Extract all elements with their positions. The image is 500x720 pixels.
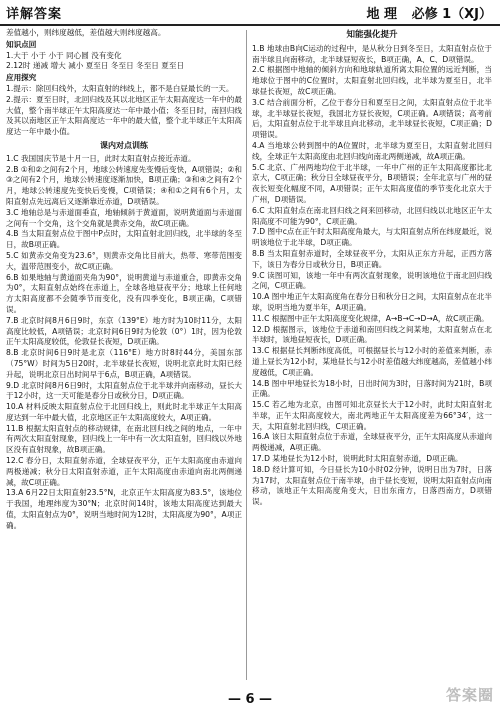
answer-item: 16.A 该日太阳直射点位于赤道，全球昼夜平分，正午太阳高度从赤道向两极递减，A项正确。 <box>252 432 492 453</box>
answer-item: 3.C 结合前面分析，乙位于春分日和夏至日之间，太阳直射点位于北半球，北半球昼长夜短，我国北方昼长夜短，C项正确。A项错误；高考前后，太阳直射点位于北半球且向北移动，北半球昼长夜短，C项正确；D项错误。 <box>252 97 492 140</box>
answer-item: 18.D 经计算可知，今日昼长为10小时02分钟，说明日出为7时，日落为17时，太阳直射点位于南半球，由于昼长变短，说明太阳直射点向南移动，该地正午太阳高度角变大，日出东南方，日落西南方，D项错误。 <box>252 464 492 507</box>
watermark-logo: 答案圈 <box>445 686 494 704</box>
answer-item: 10.A 材料反映太阳直射点位于北回归线上，则此时北半球正午太阳高度达到一年中最大值，北京地区正午太阳高度较大，A项正确。 <box>6 402 242 422</box>
answer-item: 13.C 根据昼长判断纬度高低，可根据昼长与12小时的差值来判断，赤道上昼长为12小时，某地昼长与12小时差值越大纬度越高，差值越小纬度越低，C项正确。 <box>252 346 492 377</box>
page-footer <box>0 688 500 707</box>
answer-item: 1.C 我国国庆节是十月一日，此时太阳直射点接近赤道。 <box>6 153 196 163</box>
section-heading-knowledge: 知识点回 <box>6 39 37 49</box>
answer-item: 17.D 某地昼长为12小时，说明此时太阳直射赤道，D项正确。 <box>252 454 463 464</box>
intro-line: 差值越小，则纬度越低，差值越大则纬度越高。 <box>6 28 166 37</box>
page-header <box>0 0 500 26</box>
header-book: 必修 1（XJ） <box>411 7 492 22</box>
application-line: 1.提示：除回归线外，太阳直射的纬线上，都不是白昼最长的一天。 <box>6 83 234 93</box>
left-column <box>6 28 242 683</box>
answer-item: 6.B 如果地轴与黄道面夹角为90°，说明黄道与赤道重合，即黄赤交角为0°，太阳直射点始终在赤道上，全球各地昼夜平分；地球上任何地方太阳高度都不会随季节而变化，没有四季变化，B项正确，C项错误。 <box>6 272 242 314</box>
answer-item: 5.C 北京、广州两地均位于北半球，一年中广州的正午太阳高度都比北京大，C项正确；秋分日全球昼夜平分，B项错误；全年北京与广州的昼夜长短变化幅度不同，A项错误；正午太阳高度值的季节变化北京大于广州，D项错误。 <box>252 162 492 204</box>
answer-item: 11.B 根据太阳直射点的移动规律，在南北回归线之间的地点，一年中有两次太阳直射现象，回归线上一年中有一次太阳直射，回归线以外地区没有直射现象，故B项正确。 <box>6 423 242 455</box>
header-right <box>357 3 493 22</box>
header-subject: 地 理 <box>366 7 398 22</box>
answer-item: 11.C 根据图中正午太阳高度变化规律，A→B→C→D→A，故C项正确。 <box>252 313 489 323</box>
answer-item: 8.B 当太阳直射赤道时，全球昼夜平分，太阳从正东方升起，正西方落下，该日为春分日或秋分日，B项正确。 <box>252 248 492 269</box>
answer-item: 7.B 北京时间8月6日9时，东京（139°E）地方时为10时11分，太阳高度比较低，A项错误；北京时间6日9时为伦敦（0°）1时，因为伦敦正午太阳高度较低，伦敦昼长夜短，D项正确。 <box>6 315 242 347</box>
answer-item: 7.D 图中c点在正午时太阳高度角最大，与太阳直射点所在纬度最近，说明该地位于北半球，D项正确。 <box>252 227 492 248</box>
answer-item: 10.A 图中地正午太阳高度角在春分日和秋分日之间，太阳直射点在北半球，说明当地为夏半年，A项正确。 <box>252 292 492 312</box>
answer-item: 8.B 北京时间6日9时是北京（116°E）地方时8时44分，美国东部（75°W）时间为5日20时，北半球昼长夜短，说明北京此时太阳已经升起，说明北京日出时间早于6点，B项正确，A项错误。 <box>6 348 242 379</box>
answer-item: 12.D 根据图示，该地位于赤道和南回归线之间某地，太阳直射点在北半球时，该地昼短夜长，D项正确。 <box>252 324 492 345</box>
answer-item: 13.A 6月22日太阳直射23.5°N，北京正午太阳高度为83.5°，该地位于我国，地理纬度为30°N；北京时间14时，该地太阳高度达到最大值，太阳直射点为0°，说明当地时间为12时，太阳高度为90°，A项正确。 <box>6 488 242 530</box>
section-heading-enhancement: 知能强化提升 <box>346 30 398 40</box>
answer-item: 9.D 北京时间8月6日9时，太阳直射点位于北半球并向南移动，昼长大于12小时，这一天可能是春分日或秋分日，D项正确。 <box>6 380 242 401</box>
page-number: — 6 — <box>227 692 273 707</box>
answer-item: 15.C 若乙地为北京，由图可知北京昼长大于12小时，此时太阳直射北半球，正午太阳高度较大，南北两地正午太阳高度差为66°34′，这一天，太阳直射北回归线，C项正确。 <box>252 400 492 431</box>
answer-item: 6.C 太阳直射点在南北回归线之间来回移动，北回归线以北地区正午太阳高度不可能为90°，C项正确。 <box>252 205 492 226</box>
answer-item: 4.A 当地球公转到图中的A位置时，北半球为夏至日，太阳直射北回归线，全球正午太阳高度由北回归线向南北两侧递减，故A项正确。 <box>252 140 492 161</box>
column-divider <box>246 30 247 680</box>
section-heading-training: 课内对点训练 <box>100 140 148 150</box>
knowledge-line: 2.12时 递减 增大 减小 夏至日 冬至日 冬至日 夏至日 <box>6 61 185 71</box>
header-title: 详解答案 <box>6 7 63 22</box>
answer-item: 9.C 读图可知，该地一年中有两次直射现象，说明该地位于南北回归线之间，C项正确。 <box>252 270 492 291</box>
answer-item: 1.B 地球由B向C运动的过程中，是从秋分日到冬至日，太阳直射点位于南半球且向南移动，北半球昼短夜长，B项正确，A、C、D项错误。 <box>252 43 492 64</box>
knowledge-line: 1.大于 小于 小于 同心圆 没有变化 <box>6 50 122 60</box>
answer-item: 2.B ①和②之间有2个月，地球公转速度先变慢后变快，A项错误；②和③之间有2个月，地球公转速度逐渐加快，B项正确；③和④之间有2个月，地球公转速度先变快后变慢，C项错误；④和①之间有6个月，太阳直射点先远离后又逐渐靠近赤道，D项错误。 <box>6 164 242 206</box>
right-column <box>252 28 492 683</box>
answer-item: 5.C 如黄赤交角变为23.6°，则黄赤交角比目前大，热带、寒带范围变大，温带范围变小，故C项正确。 <box>6 250 242 271</box>
answer-item: 12.C 春分日，太阳直射赤道，全球昼夜平分，正午太阳高度由赤道向两极递减；秋分日太阳直射赤道，正午太阳高度由赤道向南北两侧递减，故C项正确。 <box>6 456 242 487</box>
section-heading-application: 应用探究 <box>6 73 37 83</box>
answer-item: 2.C 根据图中地轴的倾斜方向和地球轨道所离太阳位置的远近判断，当地球位于图中的C位置时，太阳直射北回归线，北半球为夏至日，北半球昼长夜短，故C项正确。 <box>252 65 492 96</box>
answer-item: 3.C 地轴总是与赤道面垂直，地轴倾斜于黄道面，说明黄道面与赤道面之间有一个交角，这个交角就是黄赤交角，故C项正确。 <box>6 207 242 228</box>
answer-item: 4.B 当太阳直射点位于图中P点时，太阳直射北回归线，北半球的冬至日，故B项正确。 <box>6 229 242 250</box>
answer-item: 14.B 图中甲地昼长为18小时，日出时间为3时，日落时间为21时，B项正确。 <box>252 378 492 399</box>
application-line: 2.提示：夏至日时，北回归线及其以北地区正午太阳高度达一年中的最大值，整个南半球正午太阳高度达一年中最小值；冬至日时，南回归线及其以南地区正午太阳高度达一年中的最大值，整个北半球正午太阳高度达一年中最小值。 <box>6 94 242 137</box>
